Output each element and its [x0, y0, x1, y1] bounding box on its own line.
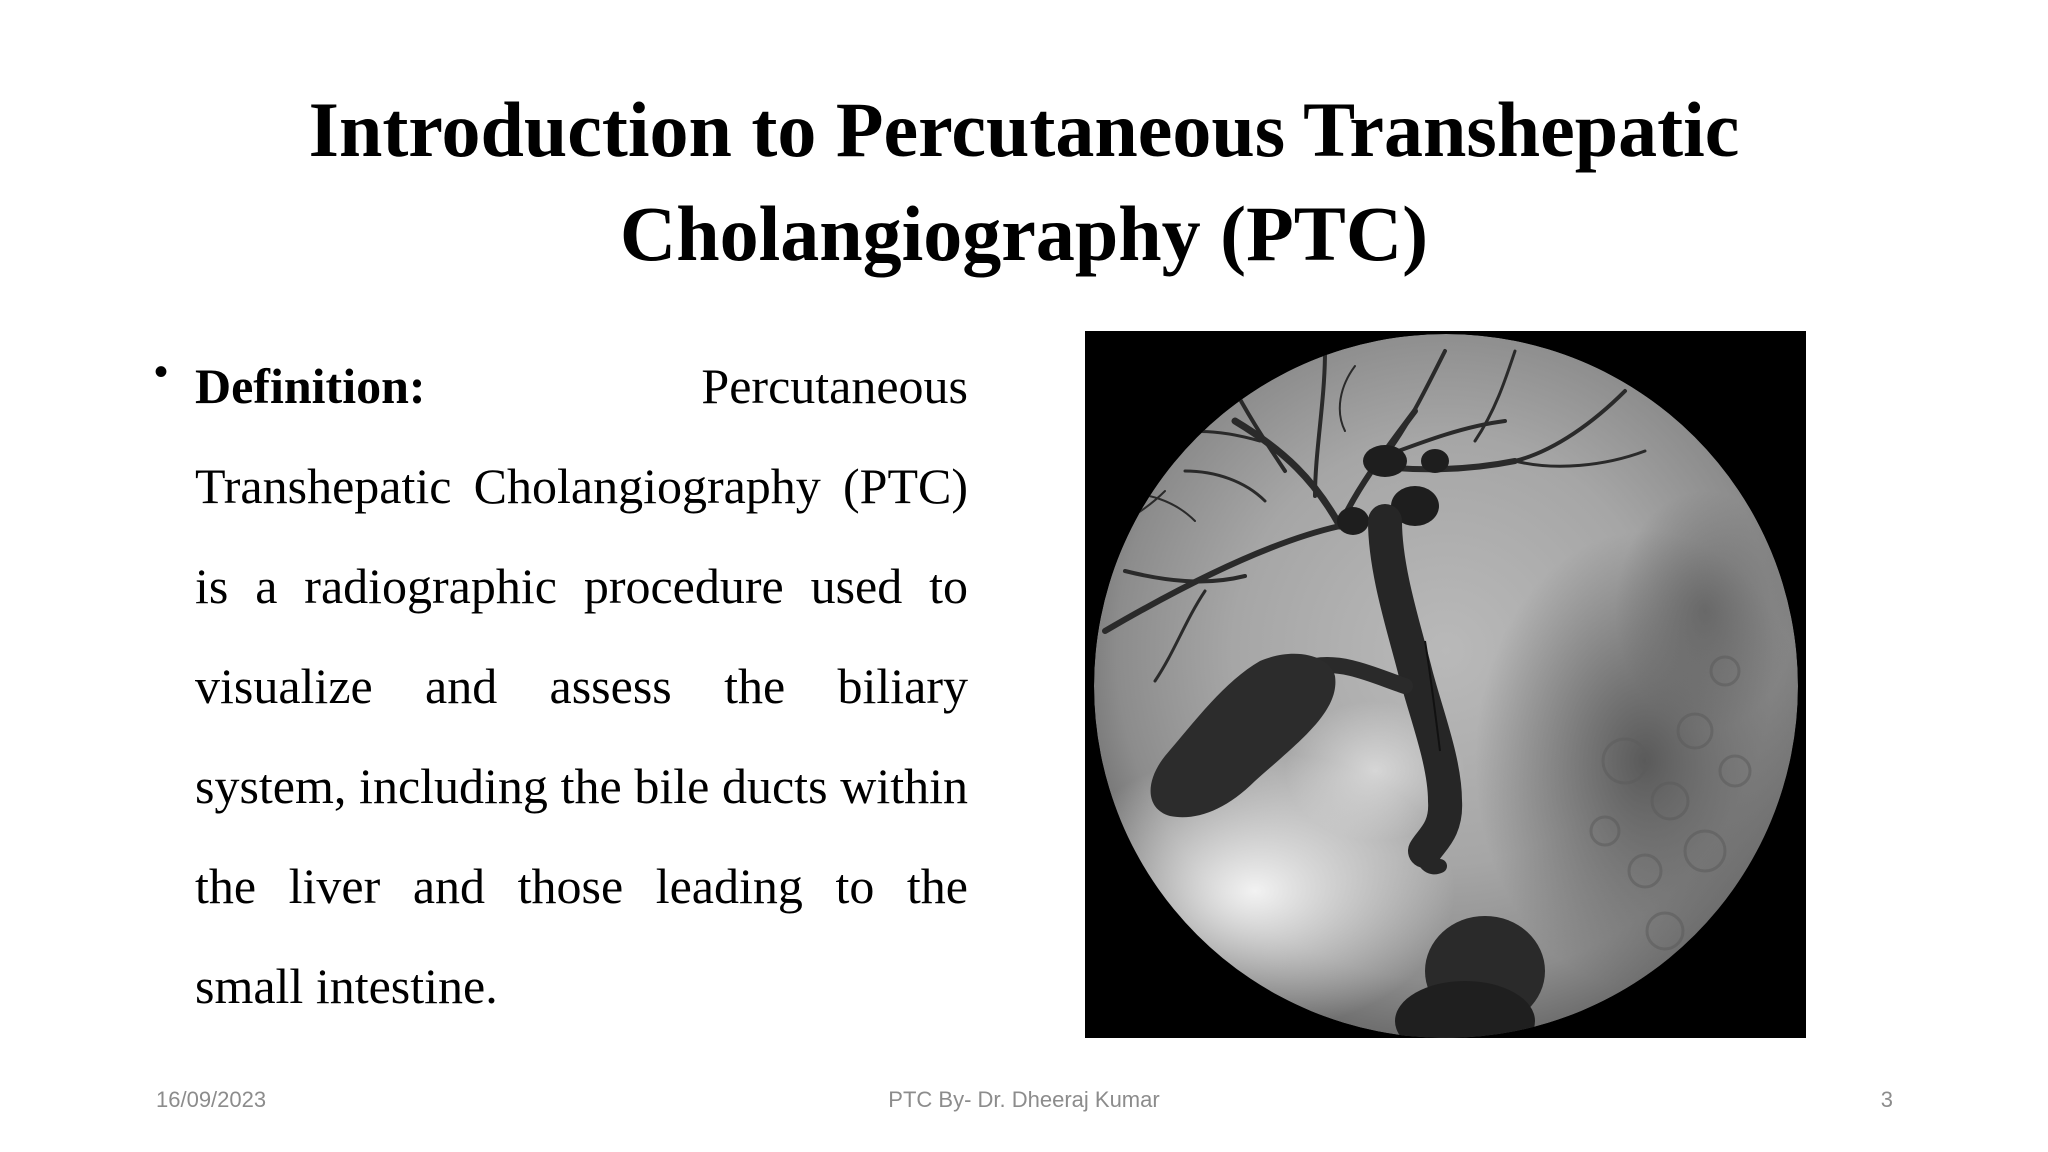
footer-author: PTC By- Dr. Dheeraj Kumar: [888, 1087, 1160, 1112]
slide-title-line-1: Introduction to Percutaneous Transhepatic: [308, 86, 1740, 173]
slide-title-line-2: Cholangiography (PTC): [619, 190, 1429, 277]
footer-page-number: 3: [1880, 1087, 1893, 1112]
definition-paragraph: [195, 336, 968, 1036]
definition-bullet: [150, 336, 970, 1036]
definition-text: Percutaneous Transhepatic Cholangiography (PTC) is a radiographic procedure used to visualize and assess the biliary system, including the bile ducts within the liver and those leading to the small intestine.: [195, 358, 968, 1014]
bullet-point-icon: •: [154, 350, 169, 394]
cholangiogram-xray-graphic: [1085, 331, 1806, 1038]
definition-term: Definition:: [195, 358, 426, 414]
footer-date: 16/09/2023: [156, 1087, 267, 1112]
cholangiogram-image: [1085, 331, 1806, 1038]
slide-title: [150, 78, 1898, 286]
